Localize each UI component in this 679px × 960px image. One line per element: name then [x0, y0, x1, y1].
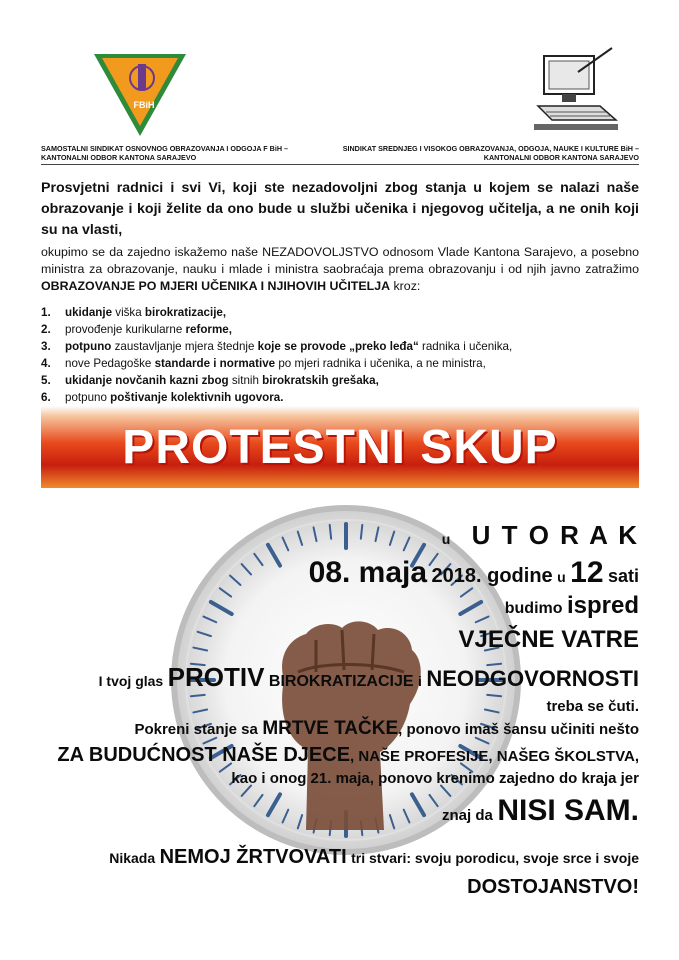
left-org-line1: SAMOSTALNI SINDIKAT OSNOVNOG OBRAZOVANJA I ODGOJA F BiH –	[41, 144, 289, 153]
treba-line: treba se čuti.	[546, 698, 639, 715]
buducnost-line	[57, 744, 639, 767]
buducnost-text: ZA BUDUĆNOST NAŠE DJECE	[57, 744, 351, 766]
u-word: u	[441, 531, 451, 547]
nisi-sam: NISI SAM.	[497, 794, 639, 827]
event-place: VJEČNE VATRE	[458, 626, 639, 653]
nikada-line	[109, 846, 639, 869]
event-year: 2018. godine	[431, 565, 553, 587]
protiv-word: PROTIV	[167, 662, 265, 692]
pokreni-line	[134, 718, 639, 740]
call-paragraph	[41, 244, 639, 295]
list-item: 1. ukidanje viška birokratizacije,	[41, 306, 227, 319]
pokreni-text: Pokreni stanje sa	[134, 721, 258, 738]
list-item: 2. provođenje kurikularne reforme,	[41, 323, 232, 336]
event-day-line	[442, 520, 639, 551]
right-org-line2: KANTONALNI ODBOR KANTONA SARAJEVO	[483, 153, 639, 162]
union-logo-left	[92, 52, 188, 138]
demands-list	[41, 304, 512, 406]
mrtve-tacke: MRTVE TAČKE	[262, 718, 399, 739]
nikada-text: Nikada	[109, 850, 156, 866]
budimo-line	[505, 592, 639, 620]
event-date: 08. maja	[308, 556, 428, 589]
right-org-line1: SINDIKAT SREDNJEG I VISOKOG OBRAZOVANJA, ODGOJA, NAUKE I KULTURE BiH –	[342, 144, 639, 153]
left-org-name	[41, 144, 341, 162]
right-org-name	[319, 144, 639, 162]
birokratizacije-word: BIROKRATIZACIJE	[268, 673, 414, 690]
profesije-text: , NAŠE PROFESIJE, NAŠEG ŠKOLSTVA,	[350, 748, 639, 765]
ispred-word: ispred	[566, 592, 639, 619]
event-date-line	[309, 556, 639, 590]
ponovo-text: , ponovo imaš šansu učiniti nešto	[398, 721, 639, 738]
header-divider	[41, 164, 639, 165]
event-sati: sati	[607, 566, 639, 586]
logo-label: FBiH	[133, 100, 155, 110]
list-item: 6. potpuno poštivanje kolektivnih ugovora.	[41, 391, 284, 404]
list-item: 3. potpuno zaustavljanje mjera štednje koje se provode „preko leđa“ radnika i učenika,	[41, 340, 513, 353]
znaj-line	[442, 794, 639, 828]
list-item: 5. ukidanje novčanih kazni zbog sitnih birokratskih grešaka,	[41, 374, 379, 387]
event-day: U T O R A K	[471, 520, 639, 550]
kao-line: kao i onog 21. maja, ponovo krenimo zajedno do kraja jer	[231, 770, 639, 787]
list-item: 4. nove Pedagoške standarde i normative po mjeri radnika i učenika, a ne ministra,	[41, 357, 486, 370]
i-word: i	[417, 673, 422, 689]
budimo-word: budimo	[504, 600, 563, 617]
neodgovornosti-word: NEODGOVORNOSTI	[426, 666, 639, 691]
left-org-line2: KANTONALNI ODBOR KANTONA SARAJEVO	[41, 153, 197, 162]
call-text-2: kroz:	[390, 279, 421, 293]
call-text-bold: OBRAZOVANJE PO MJERI UČENIKA I NJIHOVIH UČITELJA	[41, 279, 391, 293]
u-word-2: u	[557, 569, 566, 585]
event-hour: 12	[570, 556, 604, 589]
znaj-text: znaj da	[442, 807, 493, 824]
intro-text: Prosvjetni radnici i svi Vi, koji ste nezadovoljni zbog stanja u kojem se nalazi naše obrazovanje i koji želite da ono bude u službi učenika i njegovog učitelja, a ne onih koji su na vlasti,	[41, 180, 639, 238]
banner-title: PROTESTNI SKUP	[122, 421, 558, 474]
tri-text: tri stvari: svoju porodicu, svoje srce i svoje	[351, 850, 639, 866]
protest-banner	[41, 406, 639, 488]
dostojanstvo: DOSTOJANSTVO!	[467, 876, 639, 898]
nemoj-text: NEMOJ ŽRTVOVATI	[159, 846, 347, 868]
glas-text: I tvoj glas	[98, 673, 164, 689]
union-logo-right	[530, 42, 622, 136]
call-text-1: okupimo se da zajedno iskažemo naše NEZADOVOLJSTVO odnosom Vlade Kantona Sarajevo, a posebno ministra za obrazovanje, nauku i mlade i ministra saobraćaja prema obrazovanju i od njih javno zatražimo	[41, 245, 639, 276]
glas-line	[99, 662, 639, 693]
